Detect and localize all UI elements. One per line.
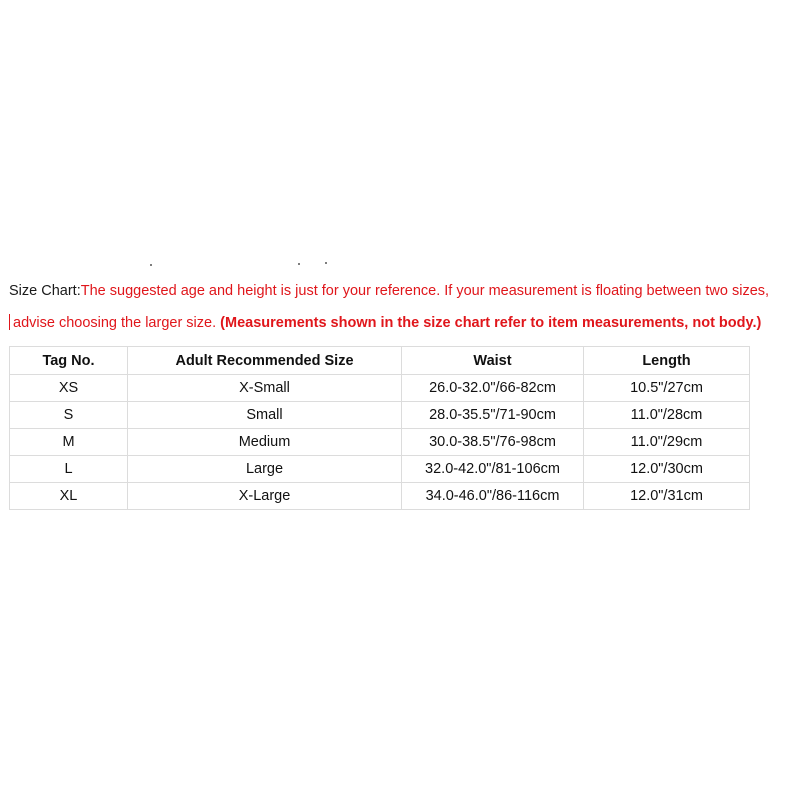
cell-waist: 34.0-46.0"/86-116cm xyxy=(402,483,584,510)
cell-length: 10.5"/27cm xyxy=(584,375,750,402)
table-header-row xyxy=(10,347,750,375)
size-table xyxy=(9,346,750,510)
stray-marks xyxy=(150,262,350,266)
size-note-text: The suggested age and height is just for your reference. If your measurement is floating between two sizes, xyxy=(80,283,770,299)
cell-tag: XS xyxy=(10,375,128,402)
cell-waist: 30.0-38.5"/76-98cm xyxy=(402,429,584,456)
header-waist: Waist xyxy=(402,347,584,375)
cell-waist: 26.0-32.0"/66-82cm xyxy=(402,375,584,402)
cell-tag: M xyxy=(10,429,128,456)
measurement-disclaimer: (Measurements shown in the size chart refer to item measurements, not body.) xyxy=(220,315,762,331)
table-row xyxy=(10,375,750,402)
table-row xyxy=(10,402,750,429)
size-advice-text: advise choosing the larger size. xyxy=(13,315,221,331)
table-row xyxy=(10,429,750,456)
cell-length: 11.0"/28cm xyxy=(584,402,750,429)
stray-dot xyxy=(150,264,152,266)
cell-waist: 32.0-42.0"/81-106cm xyxy=(402,456,584,483)
header-length: Length xyxy=(584,347,750,375)
cell-length: 12.0"/31cm xyxy=(584,483,750,510)
cell-length: 11.0"/29cm xyxy=(584,429,750,456)
cell-size: Large xyxy=(128,456,402,483)
cell-tag: L xyxy=(10,456,128,483)
cell-size: X-Large xyxy=(128,483,402,510)
table-row xyxy=(10,456,750,483)
cell-size: X-Small xyxy=(128,375,402,402)
header-tag-no: Tag No. xyxy=(10,347,128,375)
cell-tag: XL xyxy=(10,483,128,510)
size-note-line-2 xyxy=(9,313,795,333)
size-note-line-1 xyxy=(9,281,795,301)
cell-waist: 28.0-35.5"/71-90cm xyxy=(402,402,584,429)
cell-size: Medium xyxy=(128,429,402,456)
header-adult-size: Adult Recommended Size xyxy=(128,347,402,375)
cell-length: 12.0"/30cm xyxy=(584,456,750,483)
cell-size: Small xyxy=(128,402,402,429)
stray-dot xyxy=(325,262,327,264)
stray-dot xyxy=(298,263,300,265)
table-row xyxy=(10,483,750,510)
size-chart-label: Size Chart: xyxy=(9,283,81,299)
cell-tag: S xyxy=(10,402,128,429)
text-cursor-bar xyxy=(9,314,10,330)
